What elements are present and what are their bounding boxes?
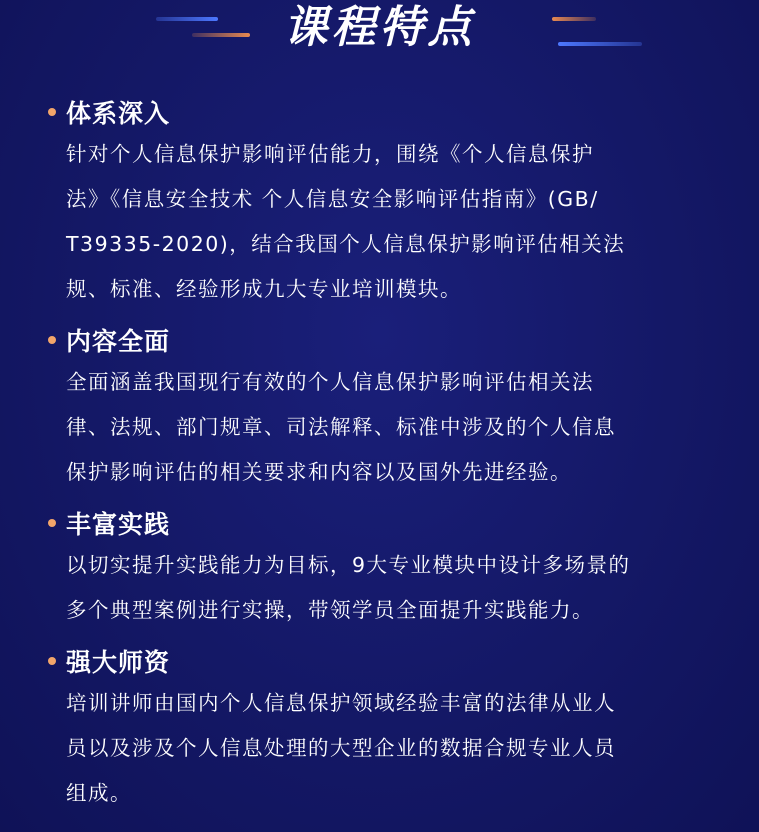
decorative-line-right-top <box>552 17 596 21</box>
bullet-dot-icon <box>48 108 56 116</box>
feature-description <box>66 132 728 312</box>
description-line: 针对个人信息保护影响评估能力，围绕《个人信息保护 <box>66 142 594 166</box>
feature-description <box>66 543 728 633</box>
feature-section <box>48 641 728 816</box>
bullet-dot-icon <box>48 519 56 527</box>
page-title: 课程特点 <box>283 2 476 53</box>
description-line: 员以及涉及个人信息处理的大型企业的数据合规专业人员 <box>66 736 616 760</box>
description-line: 全面涵盖我国现行有效的个人信息保护影响评估相关法 <box>66 370 594 394</box>
feature-heading <box>48 92 728 132</box>
feature-section <box>48 320 728 495</box>
feature-heading <box>48 320 728 360</box>
description-line: 多个典型案例进行实操，带领学员全面提升实践能力。 <box>66 598 594 622</box>
description-line: T39335-2020)，结合我国个人信息保护影响评估相关法 <box>66 232 626 256</box>
description-line: 规、标准、经验形成九大专业培训模块。 <box>66 277 462 301</box>
feature-title: 内容全面 <box>66 327 171 356</box>
description-line: 律、法规、部门规章、司法解释、标准中涉及的个人信息 <box>66 415 616 439</box>
feature-heading <box>48 503 728 543</box>
description-line: 保护影响评估的相关要求和内容以及国外先进经验。 <box>66 460 572 484</box>
feature-section <box>48 503 728 633</box>
feature-heading <box>48 641 728 681</box>
description-line: 组成。 <box>66 781 132 805</box>
description-line: 法》《信息安全技术 个人信息安全影响评估指南》(GB/ <box>66 187 599 211</box>
feature-section <box>48 92 728 312</box>
feature-title: 体系深入 <box>66 99 171 128</box>
feature-title: 丰富实践 <box>66 510 171 539</box>
bullet-dot-icon <box>48 657 56 665</box>
feature-title: 强大师资 <box>66 648 171 677</box>
header <box>0 0 759 60</box>
feature-description <box>66 681 728 816</box>
bullet-dot-icon <box>48 336 56 344</box>
features-list <box>48 92 728 824</box>
feature-description <box>66 360 728 495</box>
decorative-line-right-bottom <box>558 42 642 46</box>
description-line: 培训讲师由国内个人信息保护领域经验丰富的法律从业人 <box>66 691 616 715</box>
description-line: 以切实提升实践能力为目标，9大专业模块中设计多场景的 <box>66 553 631 577</box>
